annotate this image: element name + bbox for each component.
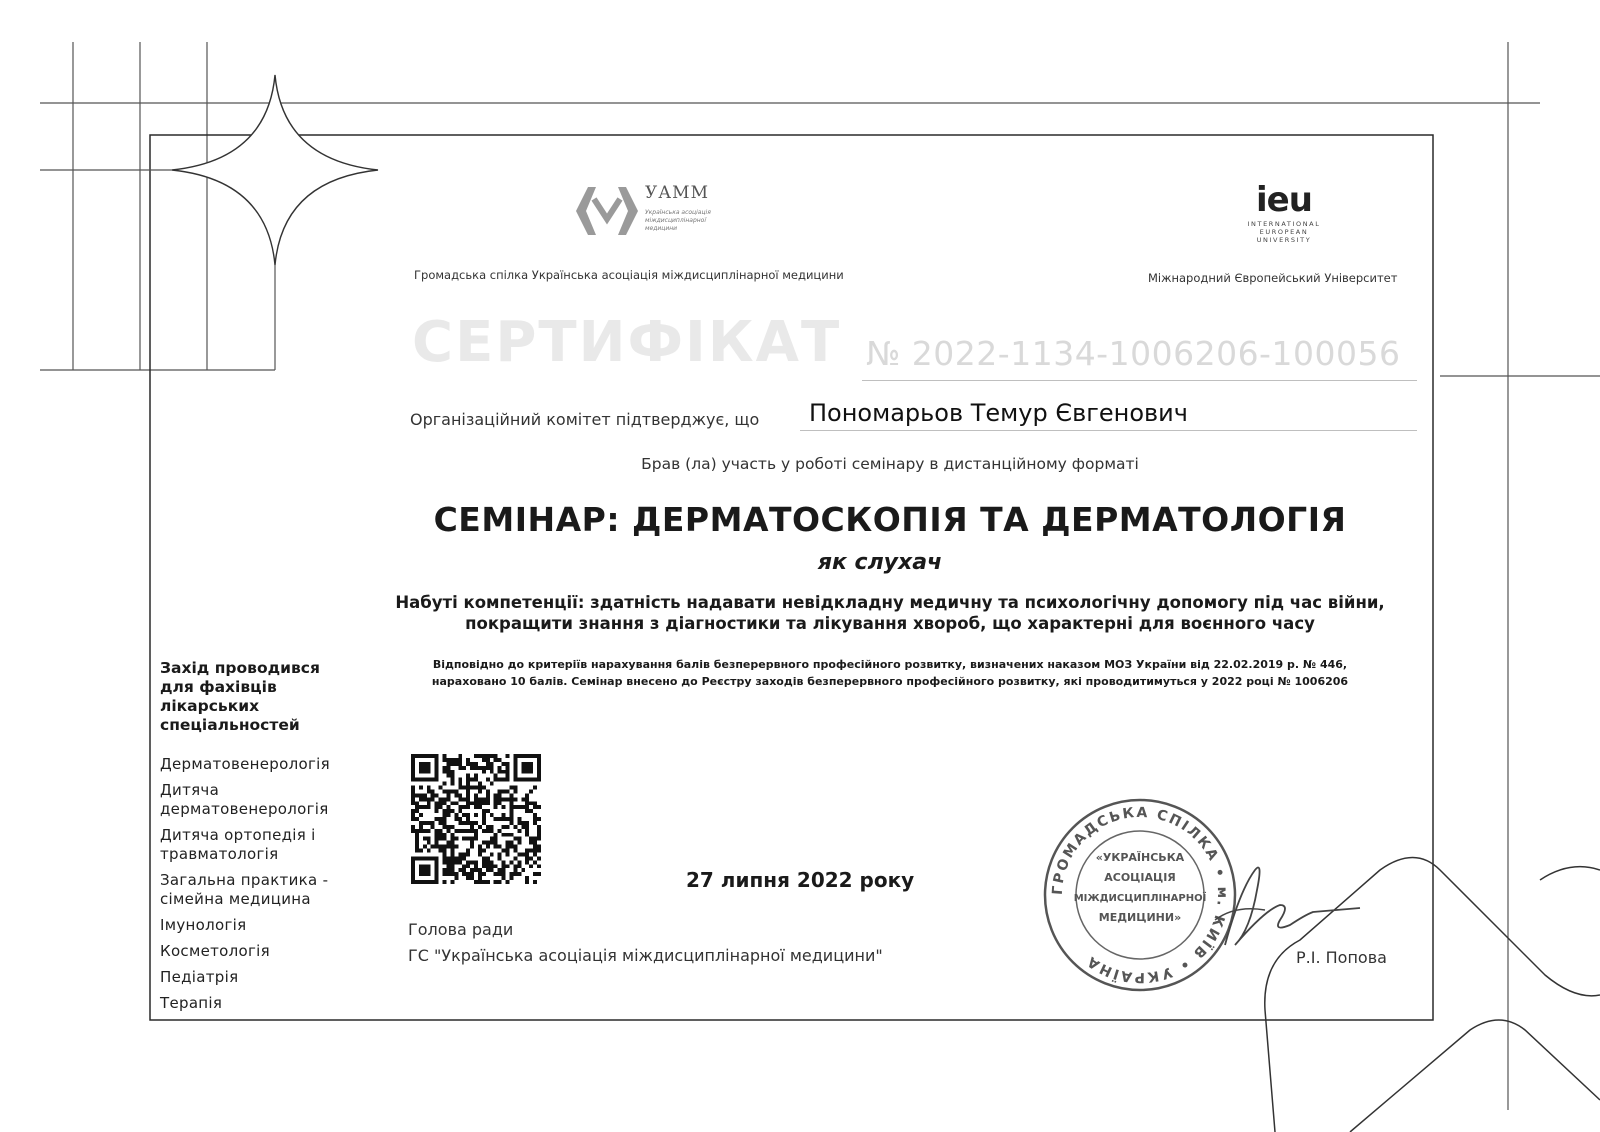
specialty-item: Загальна практика - сімейна медицина [160, 871, 329, 908]
chair-title: Голова ради [408, 920, 514, 939]
specialty-item: Дитяча ортопедія і травматологія [160, 826, 316, 863]
specialty-item: Дерматовенерологія [160, 755, 330, 773]
points-line-1: Відповідно до критеріїв нарахування балів безперервного професійного розвитку, визначених наказом МОЗ України від 22.02.2019 р. № 446, [432, 658, 1348, 671]
participant-role: як слухач [817, 550, 943, 575]
specialties-list [160, 755, 345, 1013]
chair-block [408, 917, 883, 969]
uamm-logo-subtitle: Українська асоціація міждисциплінарної медицини [645, 209, 711, 232]
points-line-2: нараховано 10 балів. Семінар внесено до Реєстру заходів безперервного професійного розвитку, які проводитимуться у 2022 році № 1006206 [431, 675, 1349, 688]
qr-code-icon [410, 754, 542, 884]
uamm-logo-text: УАММ [645, 183, 709, 203]
ieu-logo-text: ieu [1256, 180, 1312, 220]
left-org-caption: Громадська спілка Українська асоціація міждисциплінарної медицини [414, 268, 844, 282]
sidebar-heading-4: спеціальностей [160, 716, 300, 734]
ieu-logo-sub-2: EUROPEAN [1259, 228, 1309, 236]
stamp-line-4: МЕДИЦИНИ» [1098, 911, 1182, 924]
specialty-item: Терапія [160, 994, 223, 1012]
specialties-sidebar [160, 659, 360, 1020]
competences-line-1: Набуті компетенції: здатність надавати невідкладну медичну та психологічну допомогу під час війни, [395, 593, 1385, 612]
stamp-line-1: «УКРАЇНСЬКА [1095, 851, 1185, 864]
sidebar-heading-2: для фахівців [160, 678, 277, 696]
chair-organization: ГС "Українська асоціація міждисциплінарної медицини" [408, 946, 883, 965]
sidebar-heading-3: лікарських [160, 697, 260, 715]
seminar-title: СЕМІНАР: ДЕРМАТОСКОПІЯ ТА ДЕРМАТОЛОГІЯ [433, 500, 1347, 539]
specialty-item: Педіатрія [160, 968, 239, 986]
uamm-logo-mark-icon [572, 183, 642, 239]
signature-icon [1195, 850, 1365, 960]
certificate-title: СЕРТИФІКАТ [412, 310, 842, 375]
competences-line-2: покращити знання з діагностики та лікування хвороб, що характерні для воєнного часу [465, 614, 1315, 633]
right-org-caption: Міжнародний Європейський Університет [1148, 271, 1398, 285]
participation-text: Брав (ла) участь у роботі семінару в дистанційному форматі [641, 455, 1139, 473]
specialty-item: Косметологія [160, 942, 270, 960]
uamm-logo [572, 183, 722, 243]
issue-date: 27 липня 2022 року [686, 868, 915, 892]
certificate-number-underline [862, 380, 1417, 381]
certificate-number: № 2022-1134-1006206-100056 [866, 334, 1401, 373]
confirmation-text: Організаційний комітет підтверджує, що [410, 410, 760, 429]
stamp-line-2: АСОЦІАЦІЯ [1104, 871, 1176, 884]
recipient-name-underline [800, 430, 1417, 431]
ieu-logo [1244, 180, 1324, 244]
specialty-item: Дитяча дерматовенерологія [160, 781, 329, 818]
sidebar-heading-1: Захід проводився [160, 659, 320, 677]
specialty-item: Імунологія [160, 916, 247, 934]
recipient-name: Пономарьов Темур Євгенович [809, 399, 1188, 427]
ieu-logo-sub-3: UNIVERSITY [1256, 236, 1312, 244]
ieu-logo-sub-1: INTERNATIONAL [1247, 220, 1321, 228]
stamp-line-3: МІЖДИСЦИПЛІНАРНОЇ [1073, 893, 1207, 904]
stamp-ring-text: ГРОМАДСЬКА СПІЛКА • м. КИЇВ • УКРАЇНА [1049, 804, 1231, 986]
signer-name: Р.І. Попова [1296, 948, 1387, 967]
